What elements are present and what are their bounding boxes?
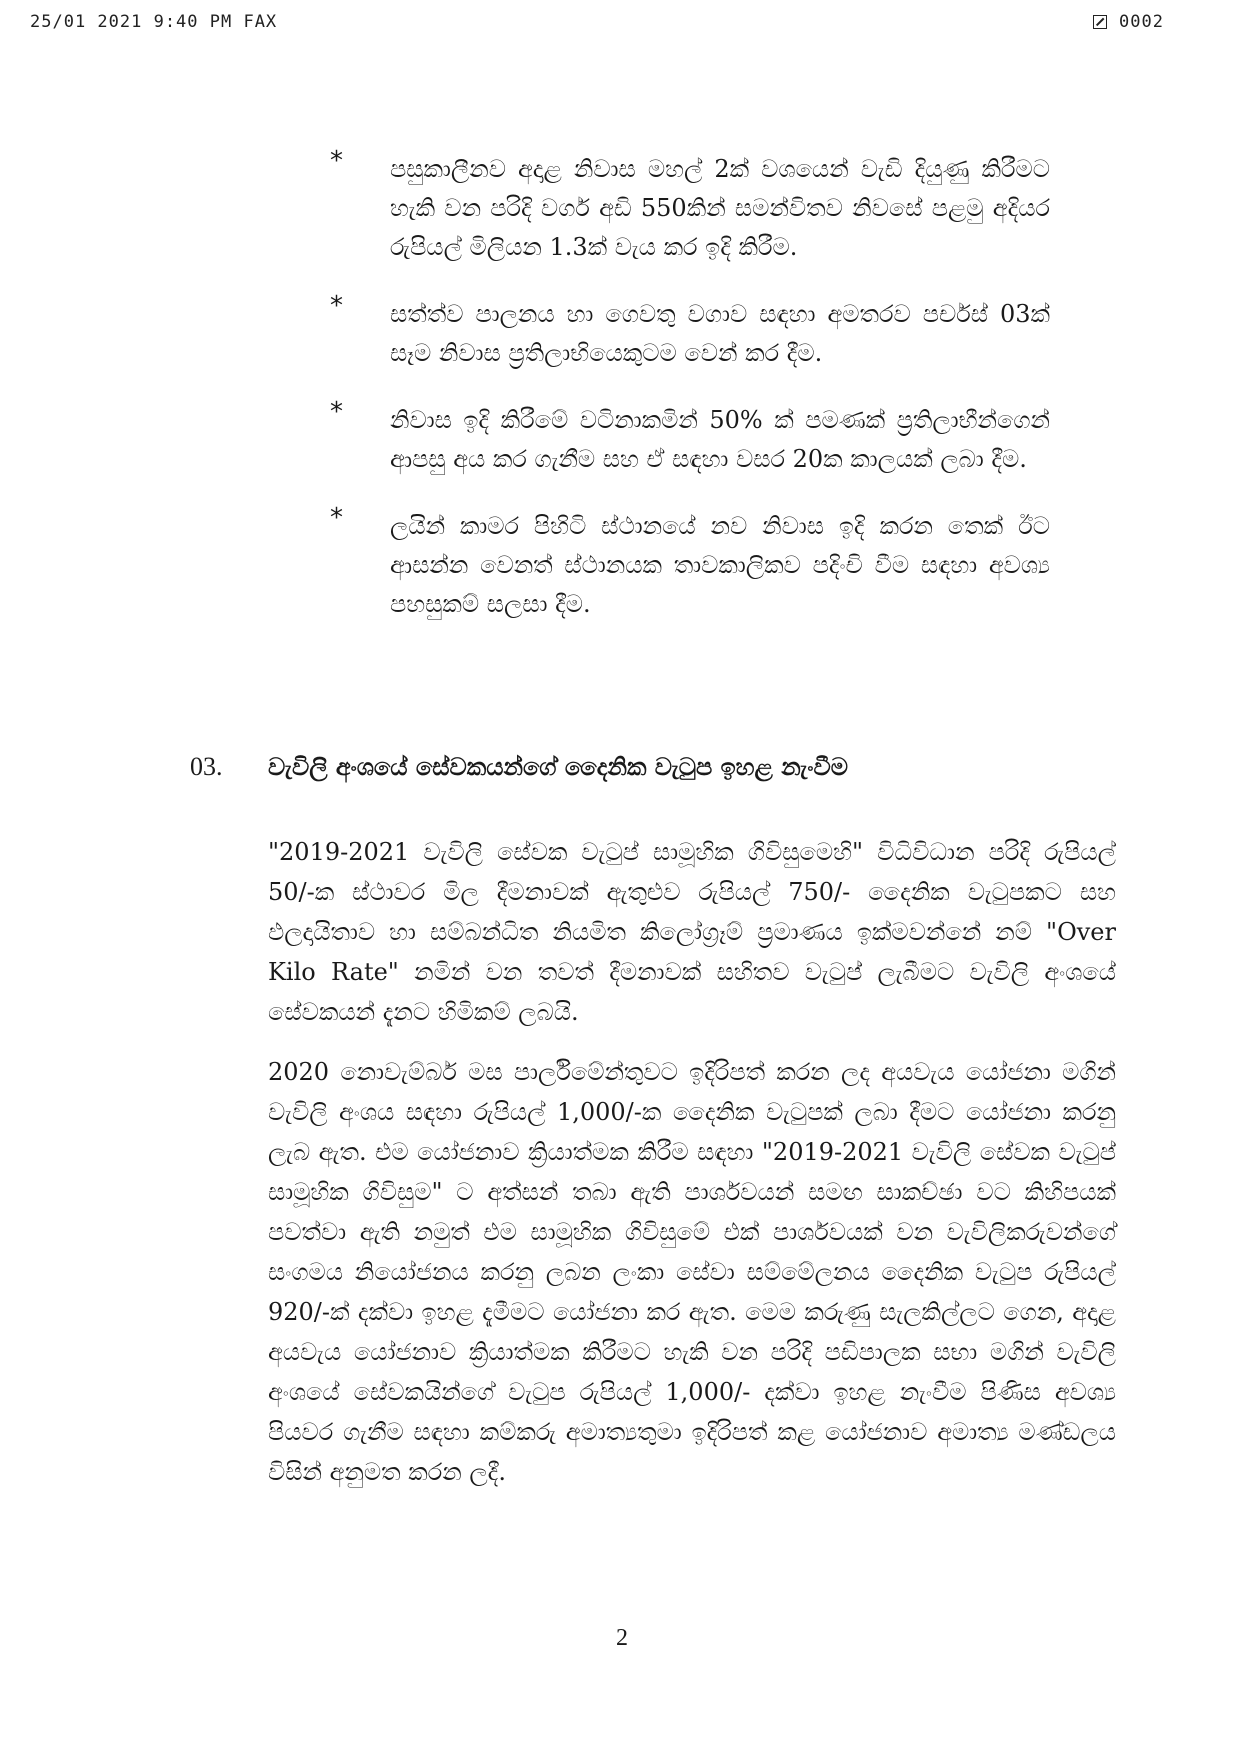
bullet-text: සත්ත්ව පාලනය හා ගෙවතු වගාව සඳහා අමතරව පර්චස් 03ක් සෑම නිවාස ප්‍රතිලාභියෙකුටම වෙන් කර දීම. bbox=[390, 300, 1050, 367]
bullet-item bbox=[330, 397, 1050, 479]
fax-page-icon bbox=[1093, 15, 1107, 29]
fax-page-info bbox=[1093, 12, 1164, 32]
fax-header bbox=[30, 12, 1164, 38]
fax-timestamp: 25/01 2021 9:40 PM FAX bbox=[30, 12, 278, 32]
bullet-asterisk: * bbox=[330, 397, 343, 427]
fax-page-number: 0002 bbox=[1119, 12, 1164, 32]
bullet-item bbox=[330, 146, 1050, 267]
page-number: 2 bbox=[616, 1625, 628, 1651]
section-title: වැවිලි අංශයේ සේවකයන්ගේ දෛනික වැටුප ඉහළ නැංවීම bbox=[268, 752, 848, 781]
bullet-asterisk: * bbox=[330, 146, 343, 176]
bullet-text: ලයින් කාමර පිහිටි ස්ථානයේ නව නිවාස ඉදි කරන තෙක් ඊට ආසන්න වෙනත් ස්ථානයක තාවකාලිකව පදිංචි වීම සඳහා අවශ්‍ය පහසුකම් සලසා දීම. bbox=[390, 512, 1050, 618]
bullet-text: නිවාස ඉදි කිරීමේ වටිනාකමින් 50% ක් පමණක් ප්‍රතිලාභීන්ගෙන් ආපසු අය කර ගැනීම සහ ඒ සඳහා වසර 20ක කාලයක් ලබා දීම. bbox=[390, 406, 1050, 473]
bullet-item bbox=[330, 291, 1050, 373]
bullet-text: පසුකාලීනව අදාළ නිවාස මහල් 2ක් වශයෙන් වැඩි දියුණු කිරීමට හැකි වන පරිදි වර්ග අඩි 550කින් සමන්විතව නිවසේ පළමු අදියර රුපියල් මිලියන 1.3ක් වැය කර ඉදි කිරීම. bbox=[390, 155, 1050, 261]
bullet-list bbox=[330, 146, 1050, 652]
body-paragraph: "2019-2021 වැවිලි සේවක වැටුප් සාමූහික ගිවිසුමෙහි" විධිවිධාන පරිදි රුපියල් 50/-ක ස්ථාවර මිල දීමනාවක් ඇතුළුව රුපියල් 750/- දෛනික වැටුපකට සහ ඵලදායිතාව හා සම්බන්ධිත නියමිත කිලෝග්‍රෑම් ප්‍රමාණය ඉක්මවන්නේ නම් "Over Kilo Rate" නමින් වන තවත් දීමනාවක් සහිතව වැටුප් ලැබීමට වැවිලි අංශයේ සේවකයන් දැනට හිමිකම් ලබයි. bbox=[268, 838, 1116, 1026]
bullet-item bbox=[330, 503, 1050, 624]
body-paragraph: 2020 නොවැම්බර් මස පාර්ලිමේන්තුවට ඉදිරිපත් කරන ලද අයවැය යෝජනා මගින් වැවිලි අංශය සඳහා රුපියල් 1,000/-ක දෛනික වැටුපක් ලබා දීමට යෝජනා කරනු ලැබ ඇත. එම යෝජනාව ක්‍රියාත්මක කිරීම සඳහා "2019-2021 වැවිලි සේවක වැටුප් සාමූහික ගිවිසුම" ට අත්සන් තබා ඇති පාර්ශවයන් සමඟ සාකච්ඡා වට කිහිපයක් පවත්වා ඇති නමුත් එම සාමූහික ගිවිසුමේ එක් පාර්ශවයක් වන වැවිලිකරුවන්ගේ සංගමය නියෝජනය කරනු ලබන ලංකා සේවා සම්මේලනය දෛනික වැටුප රුපියල් 920/-ක් දක්වා ඉහළ දැමීමට යෝජනා කර ඇත. මෙම කරුණු සැලකිල්ලට ගෙන, අදාළ අයවැය යෝජනාව ක්‍රියාත්මක කිරීමට හැකි වන පරිදි පඩිපාලක සභා මගින් වැවිලි අංශයේ සේවකයින්ගේ වැටුප රුපියල් 1,000/- දක්වා ඉහළ නැංවීම පිණිස අවශ්‍ය පියවර ගැනීම සඳහා කම්කරු අමාත්‍යතුමා ඉදිරිපත් කළ යෝජනාව අමාත්‍ය මණ්ඩලය විසින් අනුමත කරන ලදී. bbox=[268, 1058, 1116, 1486]
bullet-asterisk: * bbox=[330, 503, 343, 533]
bullet-asterisk: * bbox=[330, 291, 343, 321]
section-number: 03. bbox=[190, 752, 223, 781]
